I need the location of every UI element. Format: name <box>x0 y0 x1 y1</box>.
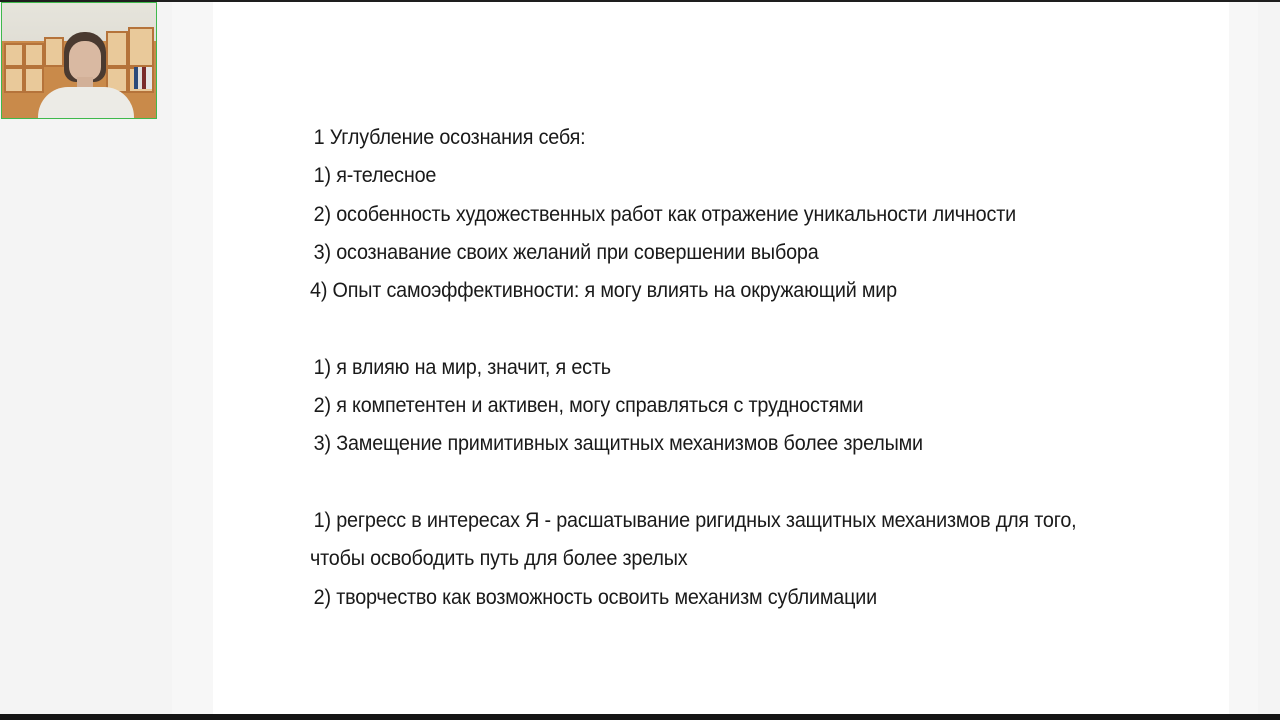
presentation-slide <box>213 2 1229 714</box>
slide-spacer <box>310 309 1120 347</box>
slide-text-body <box>310 118 1120 616</box>
webcam-thumbnail[interactable] <box>1 2 157 119</box>
person-body <box>38 87 134 119</box>
slide-line: чтобы освободить путь для более зрелых <box>310 546 688 571</box>
slide-line: 2) творчество как возможность освоить механизм сублимации <box>313 584 878 609</box>
slide-line: 2) я компетентен и активен, могу справляться с трудностями <box>313 393 864 418</box>
slide-line: 1) я влияю на мир, значит, я есть <box>313 354 611 379</box>
slide-line: 3) Замещение примитивных защитных механизмов более зрелыми <box>313 431 923 456</box>
bottom-edge <box>0 714 1280 720</box>
slide-spacer <box>310 463 1120 501</box>
person-face <box>69 41 101 81</box>
slide-line: 1) я-телесное <box>313 163 437 188</box>
slide-line: 1) регресс в интересах Я - расшатывание ригидных защитных механизмов для того, <box>313 507 1077 532</box>
slide-line-heading: 1 Углубление осознания себя: <box>313 125 586 149</box>
slide-line: 4) Опыт самоэффективности: я могу влиять на окружающий мир <box>310 278 897 303</box>
slide-line: 3) осознавание своих желаний при совершении выбора <box>313 239 819 264</box>
books <box>134 67 152 89</box>
slide-line: 2) особенность художественных работ как отражение уникальности личности <box>313 201 1016 226</box>
